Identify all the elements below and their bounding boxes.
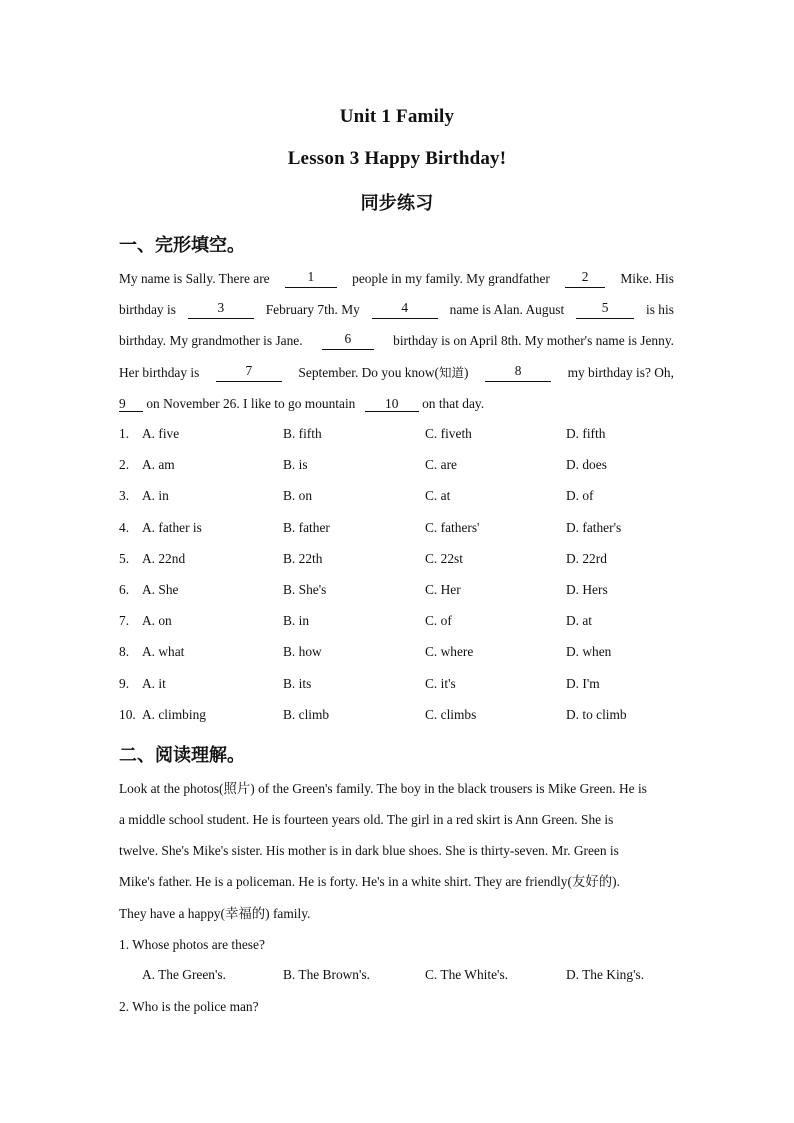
question-number: 3. [119,488,130,504]
section2-heading: 二、阅读理解。 [119,745,245,766]
question-number: 8. [119,644,130,660]
option-b[interactable]: B. fifth [283,426,322,441]
choice-row [119,676,679,694]
reading-question-1: 1. Whose photos are these? [119,937,265,952]
blank-2: 2 [565,270,605,288]
option-b[interactable]: B. how [283,644,322,660]
option-c[interactable]: C. of [425,613,452,629]
option-d[interactable]: D. to climb [566,706,627,722]
blank-3: 3 [188,301,254,319]
option-b[interactable]: B. She's [283,582,327,597]
choice-row [119,426,679,444]
blank-6: 6 [322,332,374,350]
reading-q1-options [119,967,679,985]
passage-line-5: 9 on November 26. I like to go mountain 10 on that day. [119,396,485,411]
option-a[interactable]: A. what [142,644,185,660]
option-a[interactable]: A. it [142,675,166,691]
blank-1: 1 [285,270,337,288]
option-c[interactable]: C. 22st [425,550,463,566]
option-d[interactable]: D. 22rd [566,550,607,566]
option-d[interactable]: D. when [566,644,612,660]
blank-4: 4 [372,301,438,319]
question-number: 4. [119,519,130,535]
option-c[interactable]: C. where [425,644,474,660]
reading-question-2: 2. Who is the police man? [119,999,259,1014]
choice-row [119,582,679,600]
question-number: 7. [119,613,130,629]
option-d[interactable]: D. fifth [566,426,606,441]
option-a[interactable]: A. five [142,426,180,441]
choice-row [119,457,679,475]
option-c[interactable]: C. fathers' [425,519,480,535]
option-d[interactable]: D. The King's. [566,967,645,982]
option-b[interactable]: B. father [283,519,330,535]
reading-line-2: a middle school student. He is fourteen years old. The girl in a red skirt is Ann Green. She is [119,812,614,827]
question-number: 6. [119,582,130,597]
option-a[interactable]: A. on [142,613,172,629]
passage-line-4: Her birthday is 7 September. Do you know(知道) 8 my birthday is? Oh, [119,363,674,380]
subtitle: 同步练习 [360,193,434,214]
choice-row [119,551,679,569]
choice-row [119,644,679,662]
reading-line-3: twelve. She's Mike's sister. His mother is in dark blue shoes. She is thirty-seven. Mr. Green is [119,843,619,858]
option-d[interactable]: D. at [566,613,593,629]
passage-line-2: birthday is 3 February 7th. My 4 name is Alan. August 5 is his [119,300,674,317]
option-a[interactable]: A. 22nd [142,550,186,566]
option-a[interactable]: A. She [142,582,179,597]
option-d[interactable]: D. father's [566,519,622,535]
reading-line-5: They have a happy(幸福的) family. [119,906,311,921]
reading-line-4: Mike's father. He is a policeman. He is forty. He's in a white shirt. They are friendly(友好的). [119,874,620,889]
option-c[interactable]: C. at [425,488,451,504]
option-a[interactable]: A. The Green's. [142,967,226,982]
blank-5: 5 [576,301,634,319]
choice-row [119,707,679,725]
option-a[interactable]: A. am [142,457,175,473]
blank-10: 10 [365,397,419,412]
option-a[interactable]: A. in [142,488,169,504]
option-c[interactable]: C. Her [425,582,461,597]
option-a[interactable]: A. climbing [142,706,206,722]
choice-row [119,520,679,538]
choice-row [119,488,679,506]
option-c[interactable]: C. The White's. [425,967,508,982]
question-number: 1. [119,426,130,441]
lesson-title: Lesson 3 Happy Birthday! [287,148,507,169]
question-number: 9. [119,675,130,691]
option-b[interactable]: B. The Brown's. [283,967,370,982]
option-d[interactable]: D. I'm [566,675,600,691]
option-b[interactable]: B. its [283,675,312,691]
reading-line-1: Look at the photos(照片) of the Green's family. The boy in the black trousers is Mike Green. He is [119,781,647,796]
option-b[interactable]: B. 22th [283,550,323,566]
question-number: 2. [119,457,130,473]
option-d[interactable]: D. Hers [566,582,608,597]
option-c[interactable]: C. climbs [425,706,477,722]
passage-line-1: My name is Sally. There are 1 people in my family. My grandfather 2 Mike. His [119,269,674,286]
option-b[interactable]: B. in [283,613,310,629]
blank-9: 9 [119,397,143,412]
blank-7: 7 [216,364,282,382]
option-d[interactable]: D. of [566,488,594,504]
option-b[interactable]: B. climb [283,706,330,722]
question-number: 5. [119,550,130,566]
option-d[interactable]: D. does [566,457,607,473]
passage-line-3: birthday. My grandmother is Jane. 6 birthday is on April 8th. My mother's name is Jenny. [119,331,674,348]
option-b[interactable]: B. is [283,457,308,473]
option-b[interactable]: B. on [283,488,313,504]
blank-8: 8 [485,364,551,382]
option-a[interactable]: A. father is [142,519,202,535]
choice-row [119,613,679,631]
section1-heading: 一、完形填空。 [119,235,245,256]
option-c[interactable]: C. are [425,457,457,473]
option-c[interactable]: C. it's [425,675,456,691]
option-c[interactable]: C. fiveth [425,426,472,441]
unit-title: Unit 1 Family [339,106,455,127]
question-number: 10. [119,706,136,722]
